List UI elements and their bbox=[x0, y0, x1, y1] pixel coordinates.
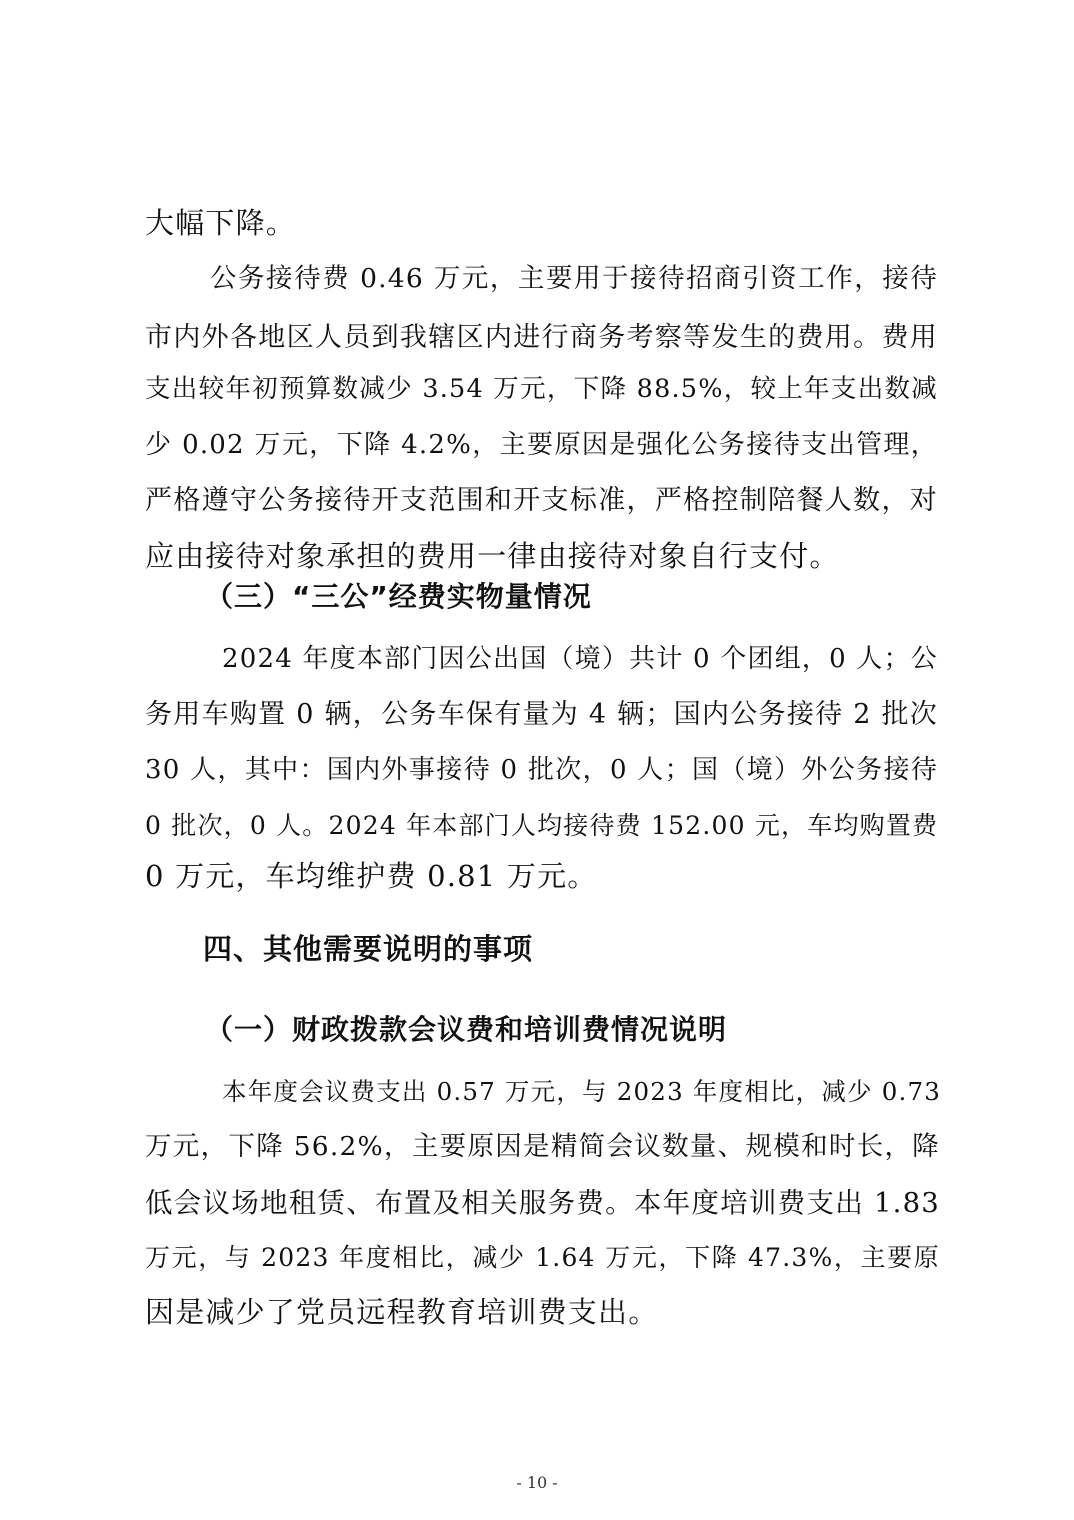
paragraph-meeting-line: 万元，与 2023 年度相比，减少 1.64 万元，下降 47.3%，主要原 bbox=[145, 1243, 940, 1272]
paragraph-reception-line: 市内外各地区人员到我辖区内进行商务考察等发生的费用。费用 bbox=[145, 322, 938, 353]
paragraph-physical-line: 0 批次，0 人。2024 年本部门人均接待费 152.00 元，车均购置费 bbox=[145, 811, 939, 840]
page-number: - 10 - bbox=[516, 1473, 558, 1492]
paragraph-meeting-line: 低会议场地租赁、布置及相关服务费。本年度培训费支出 1.83 bbox=[145, 1187, 940, 1219]
section-heading-4: 四、其他需要说明的事项 bbox=[203, 932, 534, 966]
section-heading-3: （三）“三公”经费实物量情况 bbox=[205, 580, 592, 613]
paragraph-physical-line: 30 人，其中：国内外事接待 0 批次，0 人；国（境）外公务接待 bbox=[145, 755, 938, 785]
paragraph-physical-line: 务用车购置 0 辆，公务车保有量为 4 辆；国内公务接待 2 批次 bbox=[145, 699, 938, 730]
paragraph-reception-line: 少 0.02 万元，下降 4.2%，主要原因是强化公务接待支出管理， bbox=[145, 430, 938, 460]
paragraph-reception-line: 支出较年初预算数减少 3.54 万元，下降 88.5%，较上年支出数减 bbox=[145, 374, 938, 404]
paragraph-reception-line: 严格遵守公务接待开支范围和开支标准，严格控制陪餐人数，对 bbox=[145, 485, 938, 516]
paragraph-reception-line: 公务接待费 0.46 万元，主要用于接待招商引资工作，接待 bbox=[210, 263, 938, 294]
paragraph-continuation-line: 大幅下降。 bbox=[145, 206, 297, 240]
paragraph-reception-line: 应由接待对象承担的费用一律由接待对象自行支付。 bbox=[145, 539, 840, 573]
paragraph-meeting-line: 因是减少了党员远程教育培训费支出。 bbox=[145, 1295, 659, 1329]
paragraph-meeting-line: 本年度会议费支出 0.57 万元，与 2023 年度相比，减少 0.73 bbox=[222, 1077, 942, 1106]
paragraph-physical-line: 2024 年度本部门因公出国（境）共计 0 个团组，0 人；公 bbox=[222, 644, 938, 674]
paragraph-physical-line: 0 万元，车均维护费 0.81 万元。 bbox=[145, 859, 598, 893]
section-heading-4-1: （一）财政拨款会议费和培训费情况说明 bbox=[205, 1013, 728, 1046]
paragraph-meeting-line: 万元，下降 56.2%，主要原因是精简会议数量、规模和时长，降 bbox=[145, 1131, 940, 1162]
